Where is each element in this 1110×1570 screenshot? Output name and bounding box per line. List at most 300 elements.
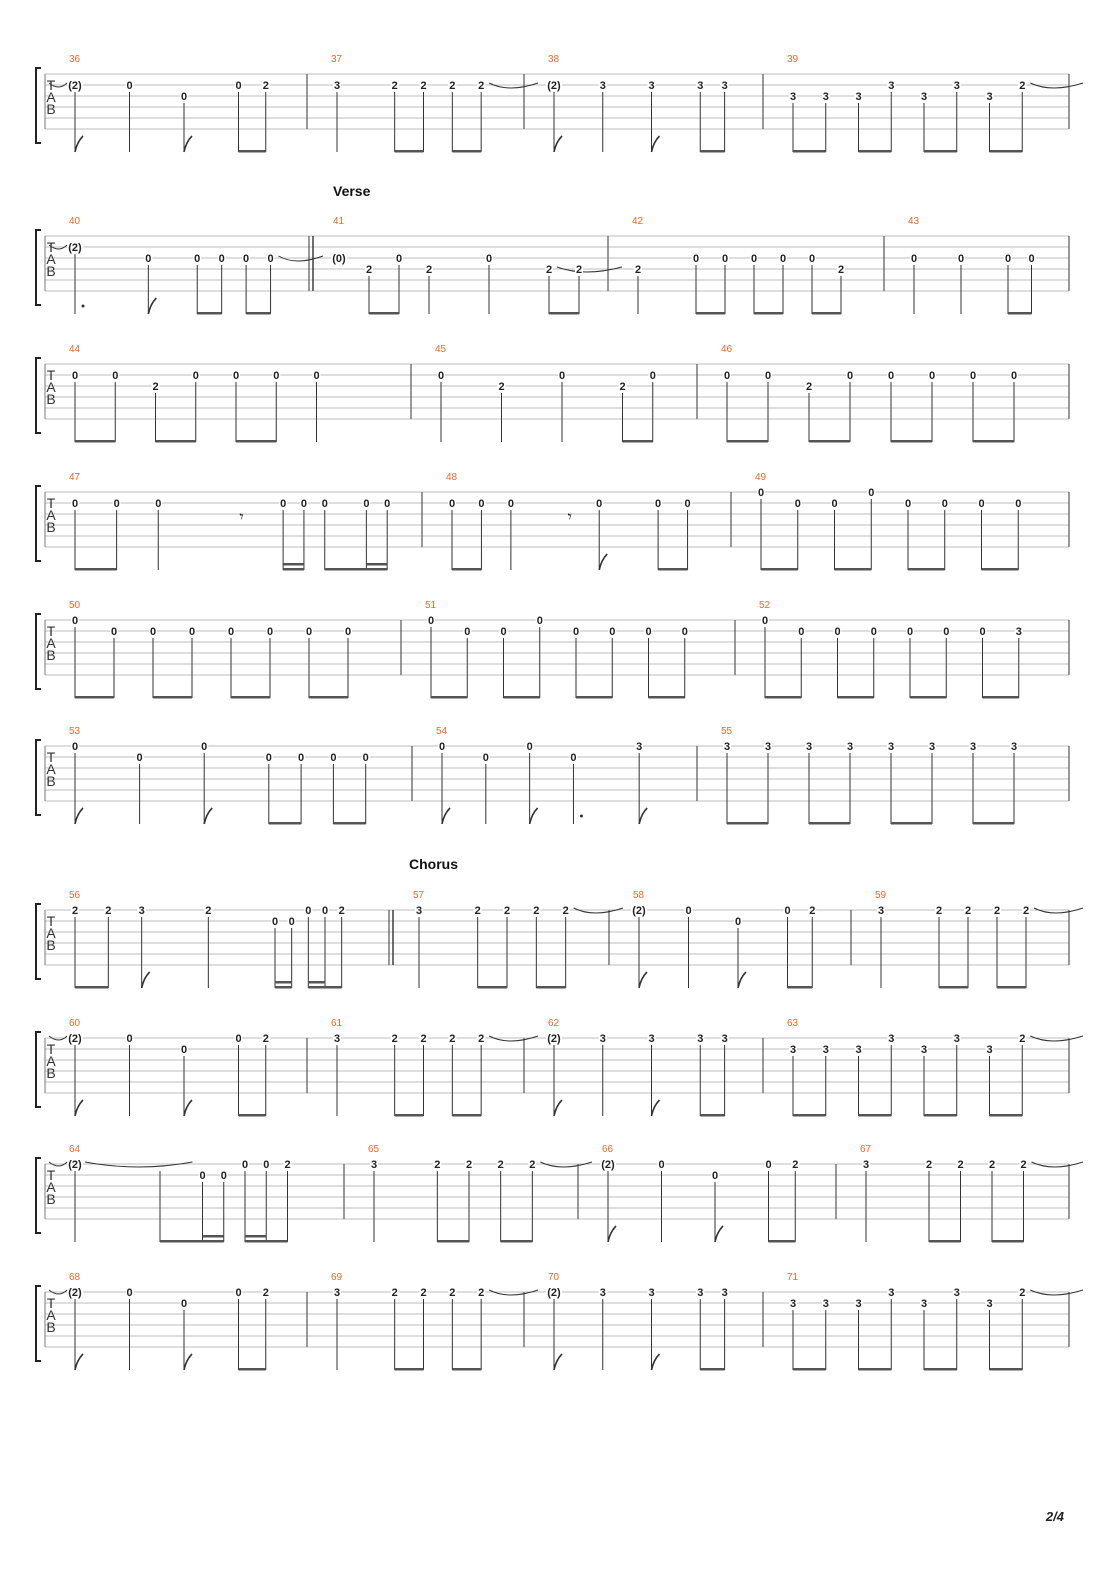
tab-clef-letter: A <box>46 761 56 777</box>
measure-number: 60 <box>69 1018 81 1029</box>
fret-number[interactable]: 3 <box>723 741 731 753</box>
fret-number[interactable]: 0 <box>887 370 895 382</box>
beam <box>239 1368 266 1371</box>
tab-clef-letter: B <box>46 1065 56 1081</box>
fret-number[interactable]: 2 <box>533 905 540 917</box>
fret-number[interactable]: 3 <box>986 1044 993 1056</box>
measure-number: 37 <box>331 54 343 65</box>
fret-number[interactable]: 2 <box>420 80 427 92</box>
measure-number: 67 <box>860 1144 872 1155</box>
fret-number[interactable]: 0 <box>794 498 801 510</box>
fret-number[interactable]: 2 <box>262 1287 269 1299</box>
fret-number[interactable]: 3 <box>636 741 643 753</box>
fret-number[interactable]: 2 <box>634 264 642 276</box>
fret-number[interactable]: 0 <box>71 615 79 627</box>
note-flag <box>652 1354 660 1370</box>
tab-clef-letter: B <box>46 773 56 789</box>
measure-number: 64 <box>69 1144 81 1155</box>
fret-number[interactable]: 2 <box>964 905 972 917</box>
fret-number[interactable]: 0 <box>113 498 120 510</box>
measure-number: 69 <box>331 1272 343 1283</box>
fret-number[interactable]: 0 <box>145 253 152 265</box>
fret-number[interactable]: 0 <box>220 1170 227 1182</box>
fret-number[interactable]: 0 <box>126 1287 133 1299</box>
fret-number[interactable]: 2 <box>434 1159 441 1171</box>
tab-clef-letter: T <box>46 367 56 383</box>
measure-number: 56 <box>69 890 81 901</box>
fret-number[interactable]: 0 <box>155 498 162 510</box>
fret-number[interactable]: 0 <box>570 752 577 764</box>
fret-number[interactable]: 3 <box>599 1033 606 1045</box>
fret-number[interactable]: 3 <box>877 905 885 917</box>
fret-number[interactable]: 2 <box>503 905 511 917</box>
fret-number[interactable]: 2 <box>284 1159 291 1171</box>
fret-number[interactable]: 3 <box>370 1159 378 1171</box>
fret-number[interactable]: (0) <box>332 253 346 265</box>
fret-number[interactable]: 2 <box>365 264 373 276</box>
section-label: Verse <box>333 183 371 199</box>
fret-number[interactable]: 2 <box>1019 1033 1026 1045</box>
measure-number: 65 <box>368 1144 380 1155</box>
fret-number[interactable]: 0 <box>263 1159 270 1171</box>
beam <box>859 1368 892 1371</box>
fret-number[interactable]: 0 <box>344 626 352 638</box>
fret-number[interactable]: 0 <box>438 741 446 753</box>
fret-number[interactable]: 2 <box>391 1033 398 1045</box>
fret-number[interactable]: 2 <box>809 905 816 917</box>
fret-number[interactable]: 2 <box>1020 1159 1027 1171</box>
measure-number: 51 <box>425 600 437 611</box>
fret-number[interactable]: 0 <box>721 253 729 265</box>
fret-number[interactable]: 3 <box>333 80 341 92</box>
measure-number: 61 <box>331 1018 343 1029</box>
tab-clef-letter: B <box>46 263 56 279</box>
measure-number: 59 <box>875 890 887 901</box>
fret-number[interactable]: 2 <box>935 905 943 917</box>
note-flag <box>75 1354 83 1370</box>
fret-number[interactable]: 3 <box>888 80 895 92</box>
fret-number[interactable]: 2 <box>498 381 505 393</box>
fret-number[interactable]: 3 <box>822 1044 829 1056</box>
fret-number[interactable]: 3 <box>920 1298 928 1310</box>
beam <box>793 1368 826 1371</box>
fret-number[interactable]: 0 <box>180 91 188 103</box>
fret-number[interactable]: 0 <box>362 752 369 764</box>
fret-number[interactable]: 0 <box>241 1159 249 1171</box>
fret-number[interactable]: 0 <box>798 626 805 638</box>
tab-clef-letter: T <box>46 913 56 929</box>
fret-number[interactable]: 0 <box>273 370 280 382</box>
fret-number[interactable]: 0 <box>321 498 328 510</box>
fret-number[interactable]: 2 <box>420 1287 427 1299</box>
fret-number[interactable]: 0 <box>235 1033 242 1045</box>
tab-clef-letter: A <box>46 925 56 941</box>
fret-number[interactable]: (2) <box>68 1287 82 1299</box>
fret-number[interactable]: 2 <box>837 264 845 276</box>
fret-number[interactable]: 0 <box>110 626 118 638</box>
page-number: 2/4 <box>1045 1509 1064 1524</box>
fret-number[interactable]: 0 <box>596 498 603 510</box>
tab-clef-letter: B <box>46 101 56 117</box>
fret-number[interactable]: 0 <box>928 370 936 382</box>
tab-clef-letter: B <box>46 647 56 663</box>
fret-number[interactable]: 0 <box>243 253 250 265</box>
tab-clef-letter: A <box>46 379 56 395</box>
fret-number[interactable]: 3 <box>789 1298 797 1310</box>
beam <box>452 1368 481 1371</box>
fret-number[interactable]: 0 <box>536 615 543 627</box>
tab-clef-letter: A <box>46 635 56 651</box>
eighth-rest: 𝄾 <box>239 507 244 526</box>
fret-number[interactable]: 0 <box>979 626 986 638</box>
fret-number[interactable]: (2) <box>68 1033 82 1045</box>
fret-number[interactable]: 2 <box>478 80 485 92</box>
fret-number[interactable]: 0 <box>235 80 242 92</box>
fret-number[interactable]: 0 <box>764 370 772 382</box>
measure-number: 53 <box>69 726 81 737</box>
fret-number[interactable]: 0 <box>609 626 616 638</box>
fret-number[interactable]: 2 <box>465 1159 473 1171</box>
fret-number[interactable]: 0 <box>126 1033 133 1045</box>
fret-number[interactable]: 3 <box>764 741 772 753</box>
fret-number[interactable]: 0 <box>194 253 201 265</box>
fret-number[interactable]: 0 <box>485 253 493 265</box>
fret-number[interactable]: 0 <box>313 370 320 382</box>
fret-number[interactable]: 2 <box>957 1159 964 1171</box>
fret-number[interactable]: 3 <box>862 1159 870 1171</box>
measure-number: 54 <box>436 726 448 737</box>
fret-number[interactable]: 0 <box>969 370 977 382</box>
fret-number[interactable]: 2 <box>619 381 626 393</box>
fret-number[interactable]: 0 <box>655 498 662 510</box>
fret-number[interactable]: 2 <box>993 905 1001 917</box>
fret-number[interactable]: 0 <box>957 253 965 265</box>
fret-number[interactable]: 0 <box>904 498 912 510</box>
fret-number[interactable]: 2 <box>105 905 112 917</box>
measure-number: 41 <box>333 216 345 227</box>
fret-number[interactable]: 3 <box>599 1287 606 1299</box>
fret-number[interactable]: 0 <box>266 626 274 638</box>
fret-number[interactable]: 3 <box>789 91 797 103</box>
fret-number[interactable]: 0 <box>235 1287 242 1299</box>
fret-number[interactable]: 3 <box>855 91 862 103</box>
fret-number[interactable]: 0 <box>734 916 742 928</box>
measure-number: 71 <box>787 1272 799 1283</box>
fret-number[interactable]: 0 <box>305 626 313 638</box>
fret-number[interactable]: 0 <box>330 752 337 764</box>
measure-number: 63 <box>787 1018 799 1029</box>
fret-number[interactable]: 0 <box>300 498 307 510</box>
fret-number[interactable]: 0 <box>846 370 854 382</box>
fret-number[interactable]: 0 <box>267 253 274 265</box>
fret-number[interactable]: 2 <box>1022 905 1030 917</box>
measure-number: 39 <box>787 54 799 65</box>
beam <box>924 1368 957 1371</box>
fret-number[interactable]: 3 <box>648 1287 655 1299</box>
fret-number[interactable]: 0 <box>910 253 918 265</box>
tab-clef-letter: T <box>46 623 56 639</box>
fret-number[interactable]: 0 <box>831 498 838 510</box>
fret-number[interactable]: 0 <box>784 905 791 917</box>
fret-number[interactable]: 0 <box>280 498 287 510</box>
fret-number[interactable]: 3 <box>721 1033 728 1045</box>
fret-number[interactable]: 2 <box>71 905 79 917</box>
fret-number[interactable]: 3 <box>1015 626 1022 638</box>
tab-clef-letter: B <box>46 1191 56 1207</box>
fret-number[interactable]: (2) <box>547 80 561 92</box>
fret-number[interactable]: 0 <box>500 626 507 638</box>
fret-number[interactable]: 0 <box>384 498 391 510</box>
fret-number[interactable]: 0 <box>180 1298 188 1310</box>
fret-number[interactable]: 3 <box>986 1298 993 1310</box>
fret-number[interactable]: 3 <box>855 1298 862 1310</box>
fret-number[interactable]: 2 <box>152 381 159 393</box>
fret-number[interactable]: 2 <box>262 80 269 92</box>
fret-number[interactable]: 2 <box>449 80 456 92</box>
fret-number[interactable]: (2) <box>601 1159 615 1171</box>
fret-number[interactable]: 2 <box>391 80 398 92</box>
fret-number[interactable]: 0 <box>1010 370 1018 382</box>
fret-number[interactable]: 3 <box>953 80 960 92</box>
fret-number[interactable]: 2 <box>205 905 212 917</box>
fret-number[interactable]: 0 <box>298 752 305 764</box>
fret-number[interactable]: 0 <box>808 253 816 265</box>
fret-number[interactable]: 0 <box>192 370 199 382</box>
fret-number[interactable]: 3 <box>333 1033 341 1045</box>
tab-clef-letter: B <box>46 519 56 535</box>
beam <box>700 1368 724 1371</box>
fret-number[interactable]: 0 <box>478 498 485 510</box>
fret-number[interactable]: 3 <box>928 741 936 753</box>
fret-number[interactable]: 3 <box>697 1287 704 1299</box>
fret-number[interactable]: 0 <box>572 626 580 638</box>
fret-number[interactable]: 3 <box>920 91 928 103</box>
note-flag <box>554 1354 562 1370</box>
fret-number[interactable]: 2 <box>1019 1287 1026 1299</box>
fret-number[interactable]: 0 <box>464 626 471 638</box>
fret-number[interactable]: 2 <box>529 1159 536 1171</box>
tab-clef-letter: T <box>46 1295 56 1311</box>
fret-number[interactable]: 0 <box>188 626 196 638</box>
fret-number[interactable]: 0 <box>71 741 79 753</box>
fret-number[interactable]: 3 <box>1010 741 1018 753</box>
fret-number[interactable]: 3 <box>648 1033 655 1045</box>
fret-number[interactable]: 0 <box>288 916 295 928</box>
fret-number[interactable]: 0 <box>218 253 225 265</box>
fret-number[interactable]: 0 <box>834 626 841 638</box>
fret-number[interactable]: 0 <box>761 615 769 627</box>
fret-number[interactable]: (2) <box>68 242 82 254</box>
fret-number[interactable]: 0 <box>558 370 566 382</box>
tab-clef-letter: A <box>46 1179 56 1195</box>
beam <box>990 1368 1023 1371</box>
fret-number[interactable]: 0 <box>1015 498 1022 510</box>
measure-number: 52 <box>759 600 771 611</box>
fret-number[interactable]: 3 <box>721 80 728 92</box>
fret-number[interactable]: 0 <box>265 752 272 764</box>
fret-number[interactable]: 0 <box>395 253 403 265</box>
fret-number[interactable]: 3 <box>986 91 993 103</box>
fret-number[interactable]: 0 <box>71 498 79 510</box>
measure-number: 45 <box>435 344 447 355</box>
measure-number: 55 <box>721 726 733 737</box>
fret-number[interactable]: 0 <box>757 487 765 499</box>
fret-number[interactable]: 0 <box>658 1159 665 1171</box>
fret-number[interactable]: 0 <box>779 253 787 265</box>
fret-number[interactable]: 0 <box>136 752 143 764</box>
fret-number[interactable]: (2) <box>68 1159 82 1171</box>
fret-number[interactable]: 2 <box>478 1033 485 1045</box>
fret-number[interactable]: 2 <box>474 905 481 917</box>
fret-number[interactable]: 0 <box>1028 253 1035 265</box>
fret-number[interactable]: 2 <box>391 1287 398 1299</box>
fret-number[interactable]: 0 <box>199 1170 206 1182</box>
fret-number[interactable]: 3 <box>887 741 895 753</box>
fret-number[interactable]: 0 <box>868 487 875 499</box>
fret-number[interactable]: 0 <box>482 752 489 764</box>
fret-number[interactable]: 0 <box>271 916 279 928</box>
measure-number: 70 <box>548 1272 560 1283</box>
fret-number[interactable]: 0 <box>507 498 514 510</box>
fret-number[interactable]: 0 <box>437 370 445 382</box>
tab-clef-letter: T <box>46 239 56 255</box>
fret-number[interactable]: 2 <box>262 1033 269 1045</box>
fret-number[interactable]: 2 <box>988 1159 996 1171</box>
tab-clef-letter: B <box>46 391 56 407</box>
fret-number[interactable]: 0 <box>649 370 656 382</box>
fret-number[interactable]: 3 <box>846 741 854 753</box>
tab-clef-letter: B <box>46 937 56 953</box>
fret-number[interactable]: 0 <box>305 905 312 917</box>
fret-number[interactable]: 0 <box>321 905 329 917</box>
fret-number[interactable]: 0 <box>427 615 435 627</box>
measure-number: 57 <box>413 890 425 901</box>
fret-number[interactable]: 2 <box>497 1159 504 1171</box>
fret-number[interactable]: 0 <box>448 498 456 510</box>
fret-number[interactable]: 2 <box>425 264 433 276</box>
fret-number[interactable]: 0 <box>526 741 533 753</box>
measure-number: 38 <box>548 54 560 65</box>
tab-clef-letter: A <box>46 1307 56 1323</box>
tab-clef-letter: T <box>46 77 56 93</box>
fret-number[interactable]: (2) <box>547 1287 561 1299</box>
fret-number[interactable]: 3 <box>333 1287 341 1299</box>
fret-number[interactable]: 3 <box>953 1287 960 1299</box>
fret-number[interactable]: 0 <box>363 498 370 510</box>
fret-number[interactable]: 0 <box>681 626 688 638</box>
fret-number[interactable]: 0 <box>750 253 758 265</box>
measure-number: 50 <box>69 600 81 611</box>
fret-number[interactable]: 0 <box>870 626 877 638</box>
fret-number[interactable]: 0 <box>71 370 79 382</box>
fret-number[interactable]: 3 <box>697 80 704 92</box>
fret-number[interactable]: 0 <box>180 1044 188 1056</box>
fret-number[interactable]: 3 <box>888 1033 895 1045</box>
fret-number[interactable]: 0 <box>685 905 692 917</box>
fret-number[interactable]: 3 <box>953 1033 960 1045</box>
fret-number[interactable]: 3 <box>969 741 977 753</box>
fret-number[interactable]: 3 <box>697 1033 704 1045</box>
fret-number[interactable]: 2 <box>420 1033 427 1045</box>
fret-number[interactable]: 3 <box>805 741 813 753</box>
fret-number[interactable]: 3 <box>920 1044 928 1056</box>
fret-number[interactable]: 0 <box>906 626 914 638</box>
fret-number[interactable]: 3 <box>822 91 829 103</box>
tab-clef-letter: A <box>46 89 56 105</box>
fret-number[interactable]: 0 <box>684 498 691 510</box>
fret-number[interactable]: 0 <box>941 498 948 510</box>
fret-number[interactable]: 3 <box>721 1287 728 1299</box>
fret-number[interactable]: 3 <box>415 905 423 917</box>
fret-number[interactable]: 2 <box>575 264 583 276</box>
fret-number[interactable]: 2 <box>925 1159 933 1171</box>
fret-number[interactable]: 0 <box>711 1170 719 1182</box>
fret-number[interactable]: 0 <box>232 370 240 382</box>
measure-number: 48 <box>446 472 458 483</box>
note-flag <box>184 1354 192 1370</box>
fret-number[interactable]: 3 <box>648 80 655 92</box>
fret-number[interactable]: 0 <box>978 498 985 510</box>
fret-number[interactable]: 2 <box>805 381 813 393</box>
measure-number: 66 <box>602 1144 614 1155</box>
tab-clef-letter: T <box>46 749 56 765</box>
measure-number: 49 <box>755 472 767 483</box>
tab-clef-letter: T <box>46 1041 56 1057</box>
fret-number[interactable]: 0 <box>1004 253 1012 265</box>
fret-number[interactable]: 0 <box>201 741 208 753</box>
fret-number[interactable]: (2) <box>68 80 82 92</box>
fret-number[interactable]: 2 <box>545 264 553 276</box>
fret-number[interactable]: 3 <box>599 80 606 92</box>
tab-clef-letter: A <box>46 251 56 267</box>
fret-number[interactable]: 0 <box>112 370 119 382</box>
fret-number[interactable]: 3 <box>888 1287 895 1299</box>
fret-number[interactable]: 2 <box>478 1287 485 1299</box>
measure-number: 43 <box>908 216 920 227</box>
measure-number: 40 <box>69 216 81 227</box>
fret-number[interactable]: (2) <box>547 1033 561 1045</box>
fret-number[interactable]: 3 <box>789 1044 797 1056</box>
fret-number[interactable]: 0 <box>723 370 731 382</box>
fret-number[interactable]: 0 <box>765 1159 772 1171</box>
fret-number[interactable]: 2 <box>792 1159 799 1171</box>
fret-number[interactable]: 0 <box>645 626 652 638</box>
measure-number: 36 <box>69 54 81 65</box>
measure-number: 62 <box>548 1018 560 1029</box>
fret-number[interactable]: 0 <box>943 626 950 638</box>
measure-number: 46 <box>721 344 733 355</box>
measure-number: 47 <box>69 472 81 483</box>
fret-number[interactable]: 2 <box>449 1033 456 1045</box>
fret-number[interactable]: (2) <box>632 905 646 917</box>
fret-number[interactable]: 0 <box>227 626 235 638</box>
section-label: Chorus <box>409 856 458 872</box>
fret-number[interactable]: 2 <box>449 1287 456 1299</box>
fret-number[interactable]: 0 <box>149 626 157 638</box>
measure-number: 44 <box>69 344 81 355</box>
measure-number: 58 <box>633 890 645 901</box>
fret-number[interactable]: 0 <box>126 80 133 92</box>
fret-number[interactable]: 3 <box>855 1044 862 1056</box>
fret-number[interactable]: 2 <box>338 905 345 917</box>
beam <box>395 1368 424 1371</box>
fret-number[interactable]: 0 <box>692 253 700 265</box>
tab-clef-letter: T <box>46 1167 56 1183</box>
fret-number[interactable]: 3 <box>822 1298 829 1310</box>
fret-number[interactable]: 3 <box>138 905 145 917</box>
fret-number[interactable]: 2 <box>562 905 569 917</box>
fret-number[interactable]: 2 <box>1019 80 1026 92</box>
